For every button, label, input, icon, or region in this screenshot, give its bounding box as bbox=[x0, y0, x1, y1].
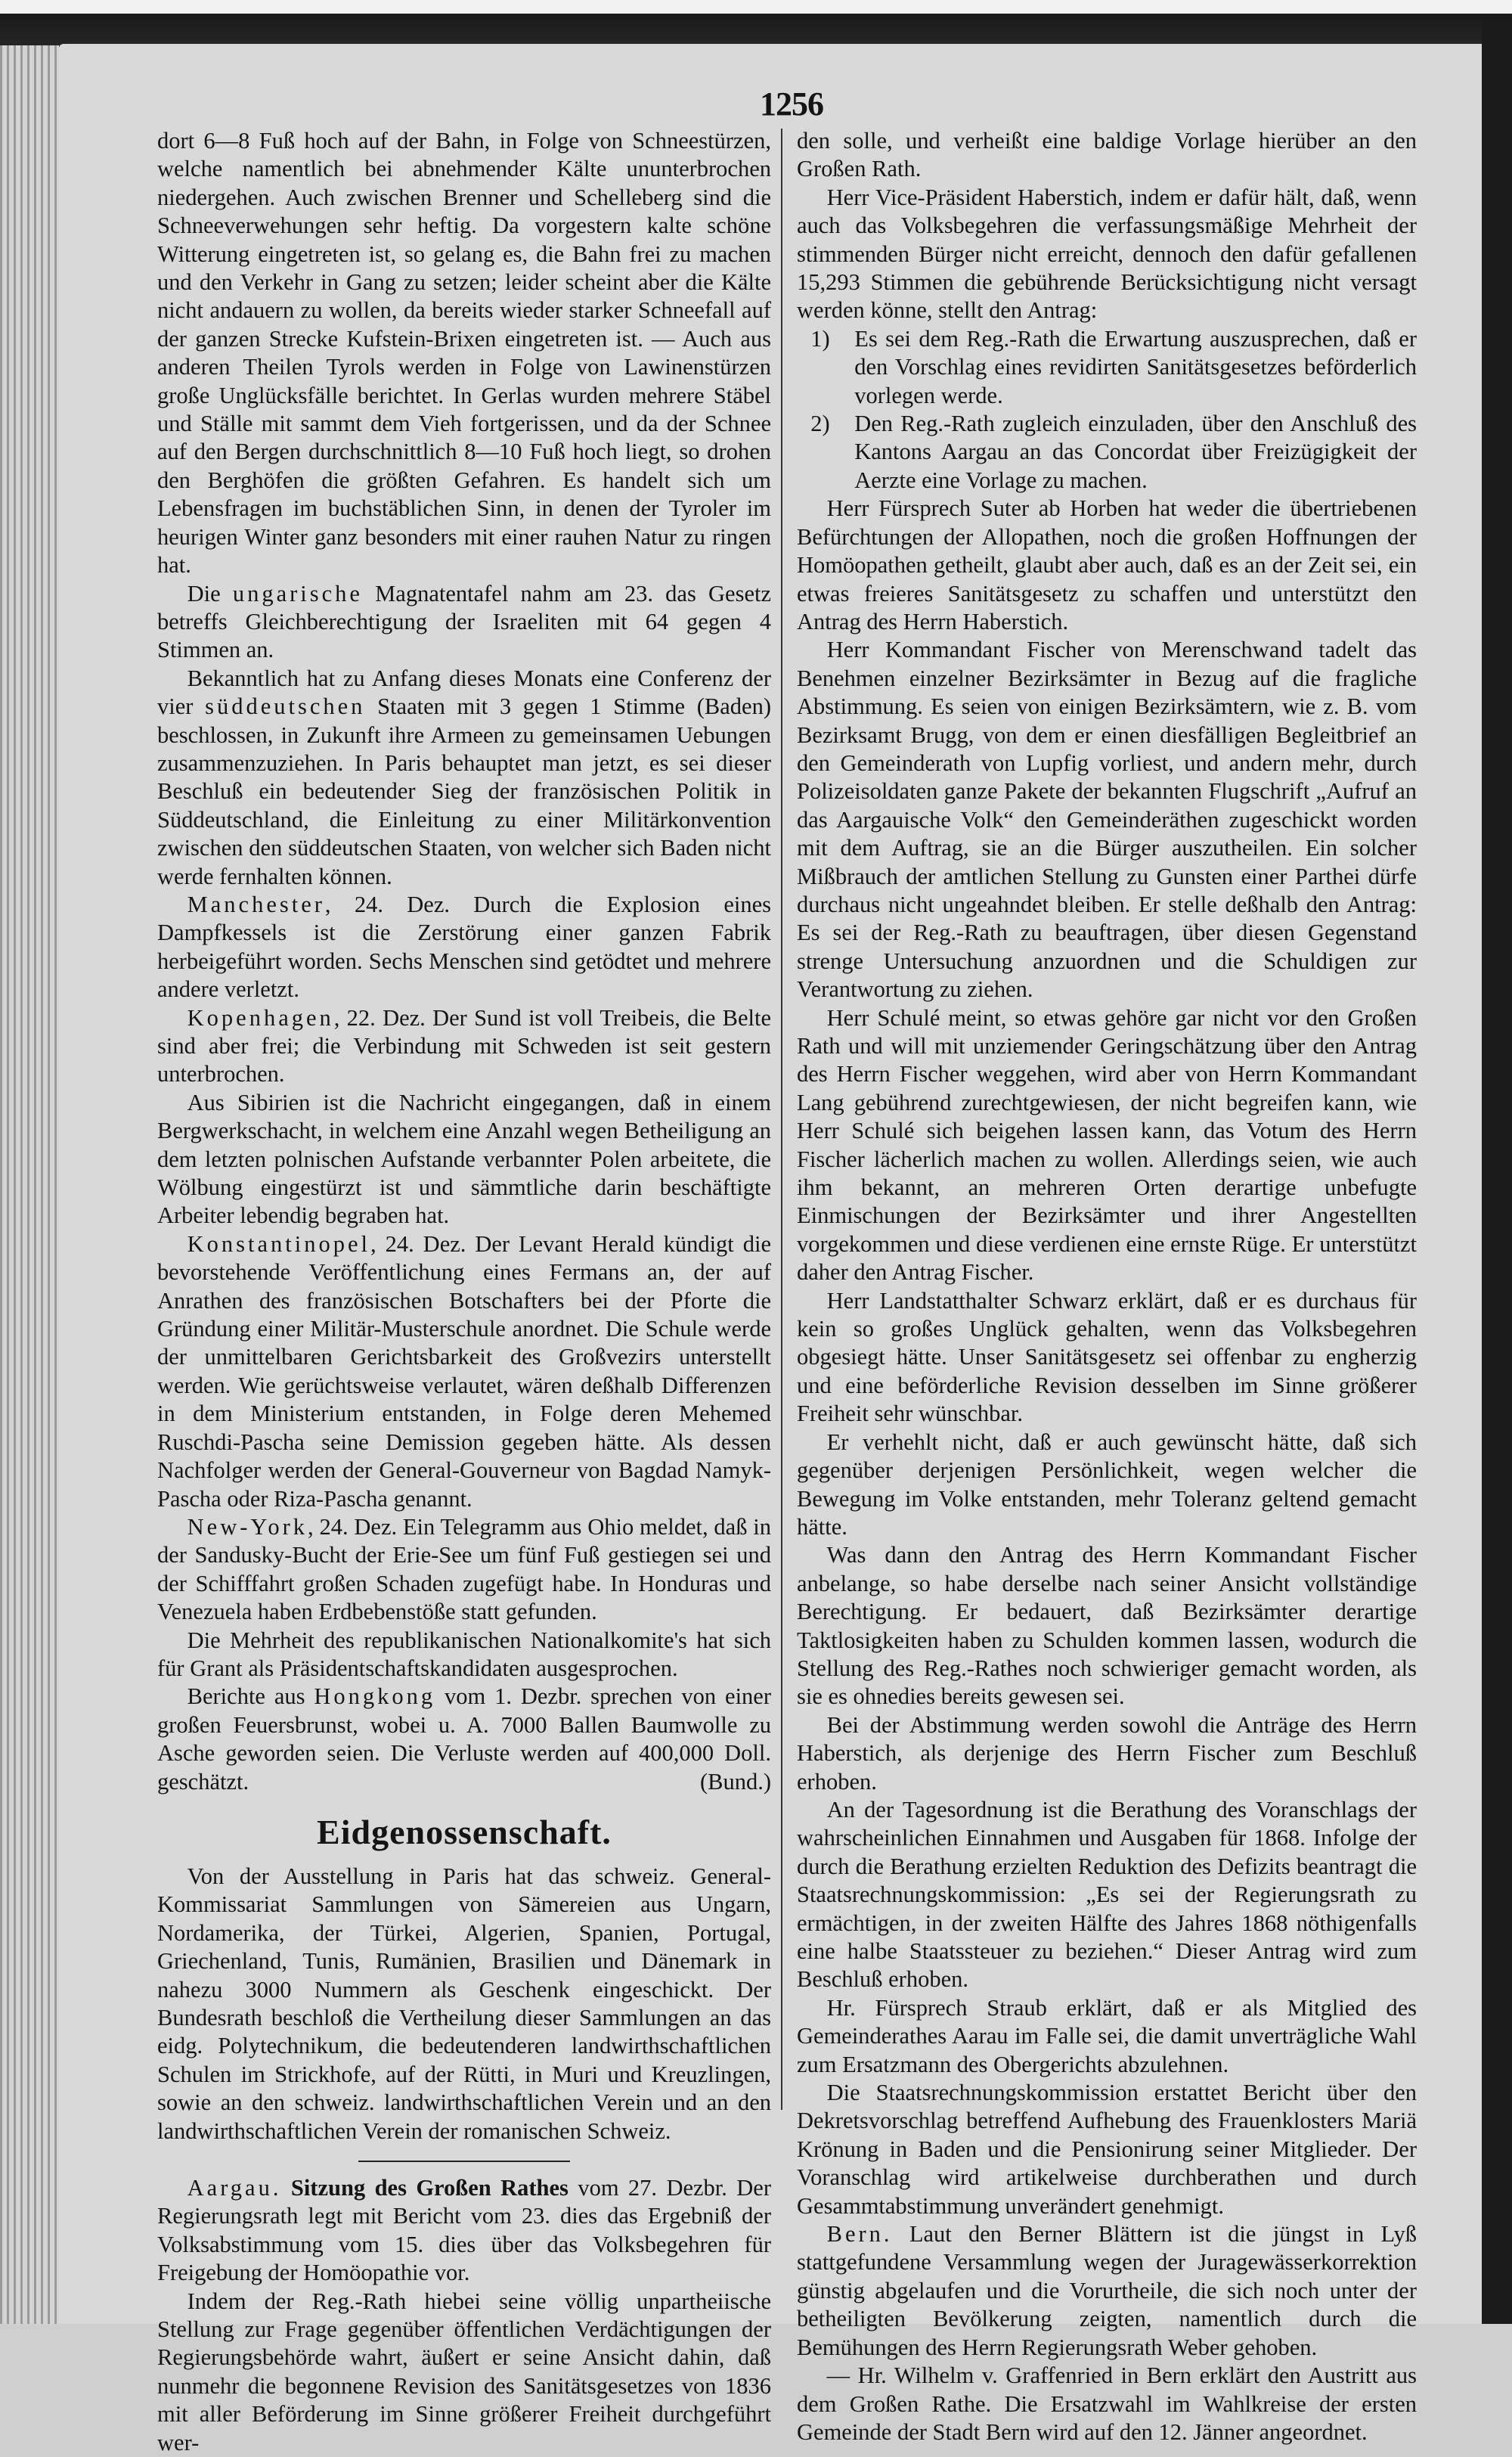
source-note: (Bund.) bbox=[699, 1768, 771, 1795]
place-lead: Kopenhagen bbox=[187, 1004, 334, 1031]
text: Magnatentafel nahm am 23. das Gesetz betreffs Gleichberechtigung der Israeliten mit 64 gegen 4 Stimmen an. bbox=[157, 580, 771, 663]
article-aargau-cont: Indem der Reg.-Rath hiebei seine völlig unpartheiische Stellung zur Frage gegenüber öffentlichen Verdächtigungen der Regierungsbehörde wahrt, äußert er seine Ansicht dahin, daß nunmehr die begonnene Revision des Sanitätsgesetzes von 1836 mit aller Beförderung im Sinne größerer Freiheit durchgeführt wer- bbox=[157, 2288, 771, 2455]
right-column bbox=[797, 127, 1417, 2446]
text: vom 1. Dezbr. sprechen von einer großen Feuersbrunst, wobei u. A. 7000 Ballen Baumwolle zu Asche geworden seien. Die Verluste werden auf 400,000 Doll. geschätzt. bbox=[157, 1683, 771, 1795]
paragraph: Bei der Abstimmung werden sowohl die Anträge des Herrn Haberstich, als derjenige des Herrn Fischer zum Beschluß erhoben. bbox=[797, 1711, 1417, 1795]
text: Es sei dem Reg.-Rath die Erwartung auszusprechen, daß er den Vorschlag eines revidirten Sanitätsgesetzes beförderlich vorlegen werde. bbox=[854, 325, 1417, 408]
place-lead: Manchester bbox=[187, 891, 325, 917]
article-exhibition: Von der Ausstellung in Paris hat das schweiz. General-Kommissariat Sammlungen von Sämereien aus Ungarn, Nordamerika, der Türkei, Algerien, Spanien, Portugal, Griechenland, Tunis, Rumänien, Brasilien und Dänemark in nahezu 3000 Nummern als Geschenk eingeschickt. Der Bundesrath beschloß die Vertheilung dieser Sammlungen an das eidg. Polytechnikum, die bedeutenderen landwirthschaftlichen Schulen im Strickhofe, auf der Rütti, in Muri und Kreuzlingen, sowie an den schweiz. landwirthschaftlichen Verein und an den landwirthschaftlichen Verein der romanischen Schweiz. bbox=[157, 1863, 771, 2144]
place-lead: New-York bbox=[187, 1513, 308, 1540]
text: Staaten mit 3 gegen 1 Stimme (Baden) beschlossen, in Zukunft ihre Armeen zu gemeinsamen Uebungen zusammenzuziehen. In Paris behauptet man jetzt, es sei dieser Beschluß ein bedeutender Sieg der französischen Politik in Süddeutschland, die Einleitung zu einer Militärkonvention zwischen den süddeutschen Staaten, von welcher sich Baden nicht werde fernhalten können. bbox=[157, 693, 771, 889]
article-grant: Die Mehrheit des republikanischen Nationalkomite's hat sich für Grant als Präsidentschaftskandidaten ausgesprochen. bbox=[157, 1627, 771, 1681]
section-heading: Eidgenossenschaft. bbox=[317, 1812, 612, 1851]
text: Die bbox=[187, 580, 233, 606]
scan-right-edge bbox=[1482, 14, 1512, 2324]
paragraph: Herr Landstatthalter Schwarz erklärt, daß er es durchaus für kein so großes Unglück gehalten, wenn das Volksbegehren obgesiegt hätte. Unser Sanitätsgesetz sei offenbar zu engherzig und eine beförderliche Revision desselben im Sinne größerer Freiheit sehr wünschbar. bbox=[797, 1287, 1417, 1427]
motion-item bbox=[810, 410, 1417, 495]
paragraph: Die Staatsrechnungskommission erstattet Bericht über den Dekretsvorschlag betreffend Aufhebung des Frauenklosters Mariä Krönung in Baden und die Pensionirung seiner Mitglieder. Der Voranschlag wird artikelweise durchberathen und durch Gesammtabstimmung unverändert genehmigt. bbox=[797, 2080, 1417, 2219]
article-siberia: Aus Sibirien ist die Nachricht eingegangen, daß in einem Bergwerkschacht, in welchem eine Anzahl wegen Betheiligung an dem letzten polnischen Aufstande verbannter Polen arbeitete, die Wölbung eingestürzt ist und sämmtliche darin beschäftigte Arbeiter lebendig begraben hat. bbox=[157, 1089, 771, 1229]
page-stack-edges bbox=[0, 45, 59, 2324]
place-lead: Hongkong bbox=[314, 1683, 436, 1710]
text: , 22. Dez. Der Sund ist voll Treibeis, die Belte sind aber frei; die Verbindung mit Schweden ist seit gestern unterbrochen. bbox=[157, 1004, 771, 1087]
article-hongkong bbox=[157, 1683, 771, 1796]
article-hungary bbox=[157, 580, 771, 665]
paragraph: An der Tagesordnung ist die Berathung des Voranschlags der wahrscheinlichen Einnahmen und Ausgaben für 1868. Infolge der durch die Berathung erzielten Reduktion des Defizits beantragt die Staatsrechnungskommission: „Es sei der Regierungsrath zu ermächtigen, in der zweiten Hälfte des Jahres 1868 nöthigenfalls eine halbe Staatssteuer zu beziehen.“ Dieser Antrag wird zum Beschluß erhoben. bbox=[797, 1796, 1417, 1993]
paragraph: Herr Vice-Präsident Haberstich, indem er dafür hält, daß, wenn auch das Volksbegehren die verfassungsmäßige Mehrheit der stimmenden Bürger nicht erreicht, dennoch den dafür gefallenen 15,293 Stimmen die gebührende Berücksichtigung nicht versagt werden könne, stellt den Antrag: bbox=[797, 184, 1417, 324]
article-bern bbox=[797, 2220, 1417, 2362]
text: vom 27. Dezbr. Der Regierungsrath legt mit Bericht vom 23. dies das Ergebniß der Volksabstimmung vom 15. dies über das Volksbegehren für Freigebung der Homöopathie vor. bbox=[157, 2175, 771, 2286]
section-rule bbox=[358, 2161, 570, 2162]
article-manchester bbox=[157, 891, 771, 1004]
paragraph: Hr. Fürsprech Straub erklärt, daß er als Mitglied des Gemeinderathes Aarau im Falle sei, die damit unverträgliche Wahl zum Ersatzmann des Obergerichts abzulehnen. bbox=[797, 1994, 1417, 2077]
item-number: 1) bbox=[810, 325, 830, 352]
place-lead: Aargau. bbox=[187, 2175, 282, 2201]
left-column bbox=[157, 127, 771, 2457]
text: Berichte aus bbox=[187, 1683, 314, 1710]
paragraph: Herr Schulé meint, so etwas gehöre gar nicht vor den Großen Rath und will mit unziemender Geringschätzung über den Antrag des Herrn Fischer weggehen, wird aber von Herrn Kommandant Lang gebührend zurechtgewiesen, der nicht begreifen kann, wie Herr Schulé sich beigehen lassen kann, das Votum des Herrn Fischer lächerlich machen zu wollen. Allerdings seien, wie auch ihm bekannt, an mehreren Orten derartige unbefugte Einmischungen der Bezirksämter und ihrer Angestellten vorgekommen und diese verdienen eine ernste Rüge. Er unterstützt daher den Antrag Fischer. bbox=[797, 1004, 1417, 1286]
article-constantinople bbox=[157, 1230, 771, 1513]
text: Bekanntlich hat zu Anfang dieses Monats eine Conferenz der vier bbox=[157, 665, 771, 720]
place-lead: süddeutschen bbox=[205, 693, 366, 720]
article-copenhagen bbox=[157, 1004, 771, 1089]
place-lead: Bern. bbox=[826, 2221, 893, 2248]
paragraph: den solle, und verheißt eine baldige Vorlage hierüber an den Großen Rath. bbox=[797, 128, 1417, 182]
motion-item bbox=[810, 325, 1417, 410]
text: , 24. Dez. Ein Telegramm aus Ohio meldet, daß in der Sandusky-Bucht der Erie-See um fünf Fuß gestiegen sei und der Schifffahrt großen Schaden zugefügt habe. In Honduras und Venezuela haben Erdbebenstöße statt gefunden. bbox=[157, 1513, 771, 1625]
paragraph: Herr Fürsprech Suter ab Horben hat weder die übertriebenen Befürchtungen der Allopathen, noch die großen Hoffnungen der Homöopathen getheilt, glaubt aber auch, daß es an der Zeit sei, ein etwas freieres Sanitätsgesetz zu schaffen und unterstützt den Antrag des Herrn Haberstich. bbox=[797, 495, 1417, 634]
text: , 24. Dez. Durch die Explosion eines Dampfkessels ist die Zerstörung einer ganzen Fabrik herbeigeführt worden. Sechs Menschen sind getödtet und mehrere andere verletzt. bbox=[157, 891, 771, 1003]
session-title: Sitzung des Großen Rathes bbox=[290, 2175, 569, 2201]
paragraph: Herr Kommandant Fischer von Merenschwand tadelt das Benehmen einzelner Bezirksämter in Bezug auf die fragliche Abstimmung. Es seien von einigen Bezirksämtern, wie z. B. vom Bezirksamt Brugg, von dem er einen diesfälligen Begleitbrief an den Gemeinderath von Lupfig vorliest, und andern mehr, durch Polizeisoldaten ganze Pakete der bekannten Flugschrift „Aufruf an das Aargauische Volk“ den Gemeinderäthen zugeschickt worden mit dem Auftrag, sie an die Bürger auszutheilen. Ein solcher Mißbrauch der amtlichen Stellung zu Gunsten einer Parthei dürfe durchaus nicht ungeahndet bleiben. Er stelle deßhalb den Antrag: Es sei der Reg.-Rath zu beauftragen, über diesen Gegenstand strenge Untersuchung anzuordnen und die Schuldigen zur Verantwortung zu ziehen. bbox=[797, 637, 1417, 1003]
paragraph: Was dann den Antrag des Herrn Kommandant Fischer anbelange, so habe derselbe nach seiner Ansicht vollständige Berechtigung. Er bedauert, daß Bezirksämter derartige Taktlosigkeiten haben zu Schulden kommen lassen, wodurch die Stellung des Reg.-Rathes noch schwieriger gemacht worden, als sie es ohnedies bereits gewesen sei. bbox=[797, 1542, 1417, 1710]
paragraph: — Hr. Wilhelm v. Graffenried in Bern erklärt den Austritt aus dem Großen Rathe. Die Ersatzwahl im Wahlkreise der ersten Gemeinde der Stadt Bern wird auf den 12. Jänner angeordnet. bbox=[797, 2362, 1417, 2445]
article-tyrol: dort 6—8 Fuß hoch auf der Bahn, in Folge von Schneestürzen, welche namentlich bei abnehmender Kälte ununterbrochen niedergehen. Auch zwischen Brenner und Schelleberg sind die Schneeverwehungen sehr heftig. Da vorgestern kalte schöne Witterung eingetreten ist, so gelang es, die Bahn frei zu machen und den Verkehr in Gang zu setzen; leider scheint aber die Kälte nicht andauern zu wollen, da bereits wieder starker Schneefall auf der ganzen Strecke Kufstein-Brixen eingetreten ist. — Auch aus anderen Theilen Tyrols werden in Folge von Lawinenstürzen große Unglücksfälle berichtet. In Gerlas wurden mehrere Stäbel und Ställe mit sammt dem Vieh fortgerissen, und da der Schnee auf den Bergen durchschnittlich 8—10 Fuß hoch liegt, so drohen den Berghöfen die größten Gefahren. Es handelt sich um Lebensfragen im buchstäblichen Sinn, in denen der Tyroler im heurigen Winter ganz besonders mit einer rauhen Natur zu ringen hat. bbox=[157, 128, 771, 579]
article-south-germany bbox=[157, 665, 771, 891]
place-lead: ungarische bbox=[232, 580, 363, 606]
scan-background bbox=[0, 0, 1512, 14]
page-number: 1256 bbox=[760, 85, 823, 123]
article-aargau bbox=[157, 2174, 771, 2288]
article-new-york bbox=[157, 1513, 771, 1627]
text: , 24. Dez. Der Levant Herald kündigt die bevorstehende Veröffentlichung eines Fermans an, der auf Anrathen des französischen Botschafters bei der Pforte die Gründung einer Militär-Musterschule anordnet. Die Schule werde der unmittelbaren Gerichtsbarkeit des Großvezirs unterstellt werden. Wie gerüchtsweise verlautet, wären deßhalb Differenzen in dem Ministerium entstanden, in Folge deren Mehemed Ruschdi-Pascha seine Demission gegeben hätte. Als dessen Nachfolger werden der General-Gouverneur von Bagdad Namyk-Pascha oder Riza-Pascha genannt. bbox=[157, 1230, 771, 1512]
motion-list bbox=[797, 325, 1417, 495]
place-lead: Konstantinopel bbox=[187, 1230, 371, 1257]
paragraph: Er verhehlt nicht, daß er auch gewünscht hätte, daß sich gegenüber derjenigen Persönlichkeit, wegen welcher die Bewegung im Volke entstanden, mehr Toleranz geltend gemacht hätte. bbox=[797, 1429, 1417, 1540]
item-number: 2) bbox=[810, 411, 830, 437]
column-divider bbox=[781, 129, 782, 2110]
text: Den Reg.-Rath zugleich einzuladen, über den Anschluß des Kantons Aargau an das Concordat über Freizügigkeit der Aerzte eine Vorlage zu machen. bbox=[854, 411, 1417, 493]
text: Laut den Berner Blättern ist die jüngst in Lyß stattgefundene Versammlung wegen der Juragewässerkorrektion günstig abgelaufen und die Vorurtheile, die sich noch unter der betheiligten Bevölkerung zeigten, namentlich durch die Bemühungen des Herrn Regierungsrath Weber gehoben. bbox=[797, 2221, 1417, 2360]
